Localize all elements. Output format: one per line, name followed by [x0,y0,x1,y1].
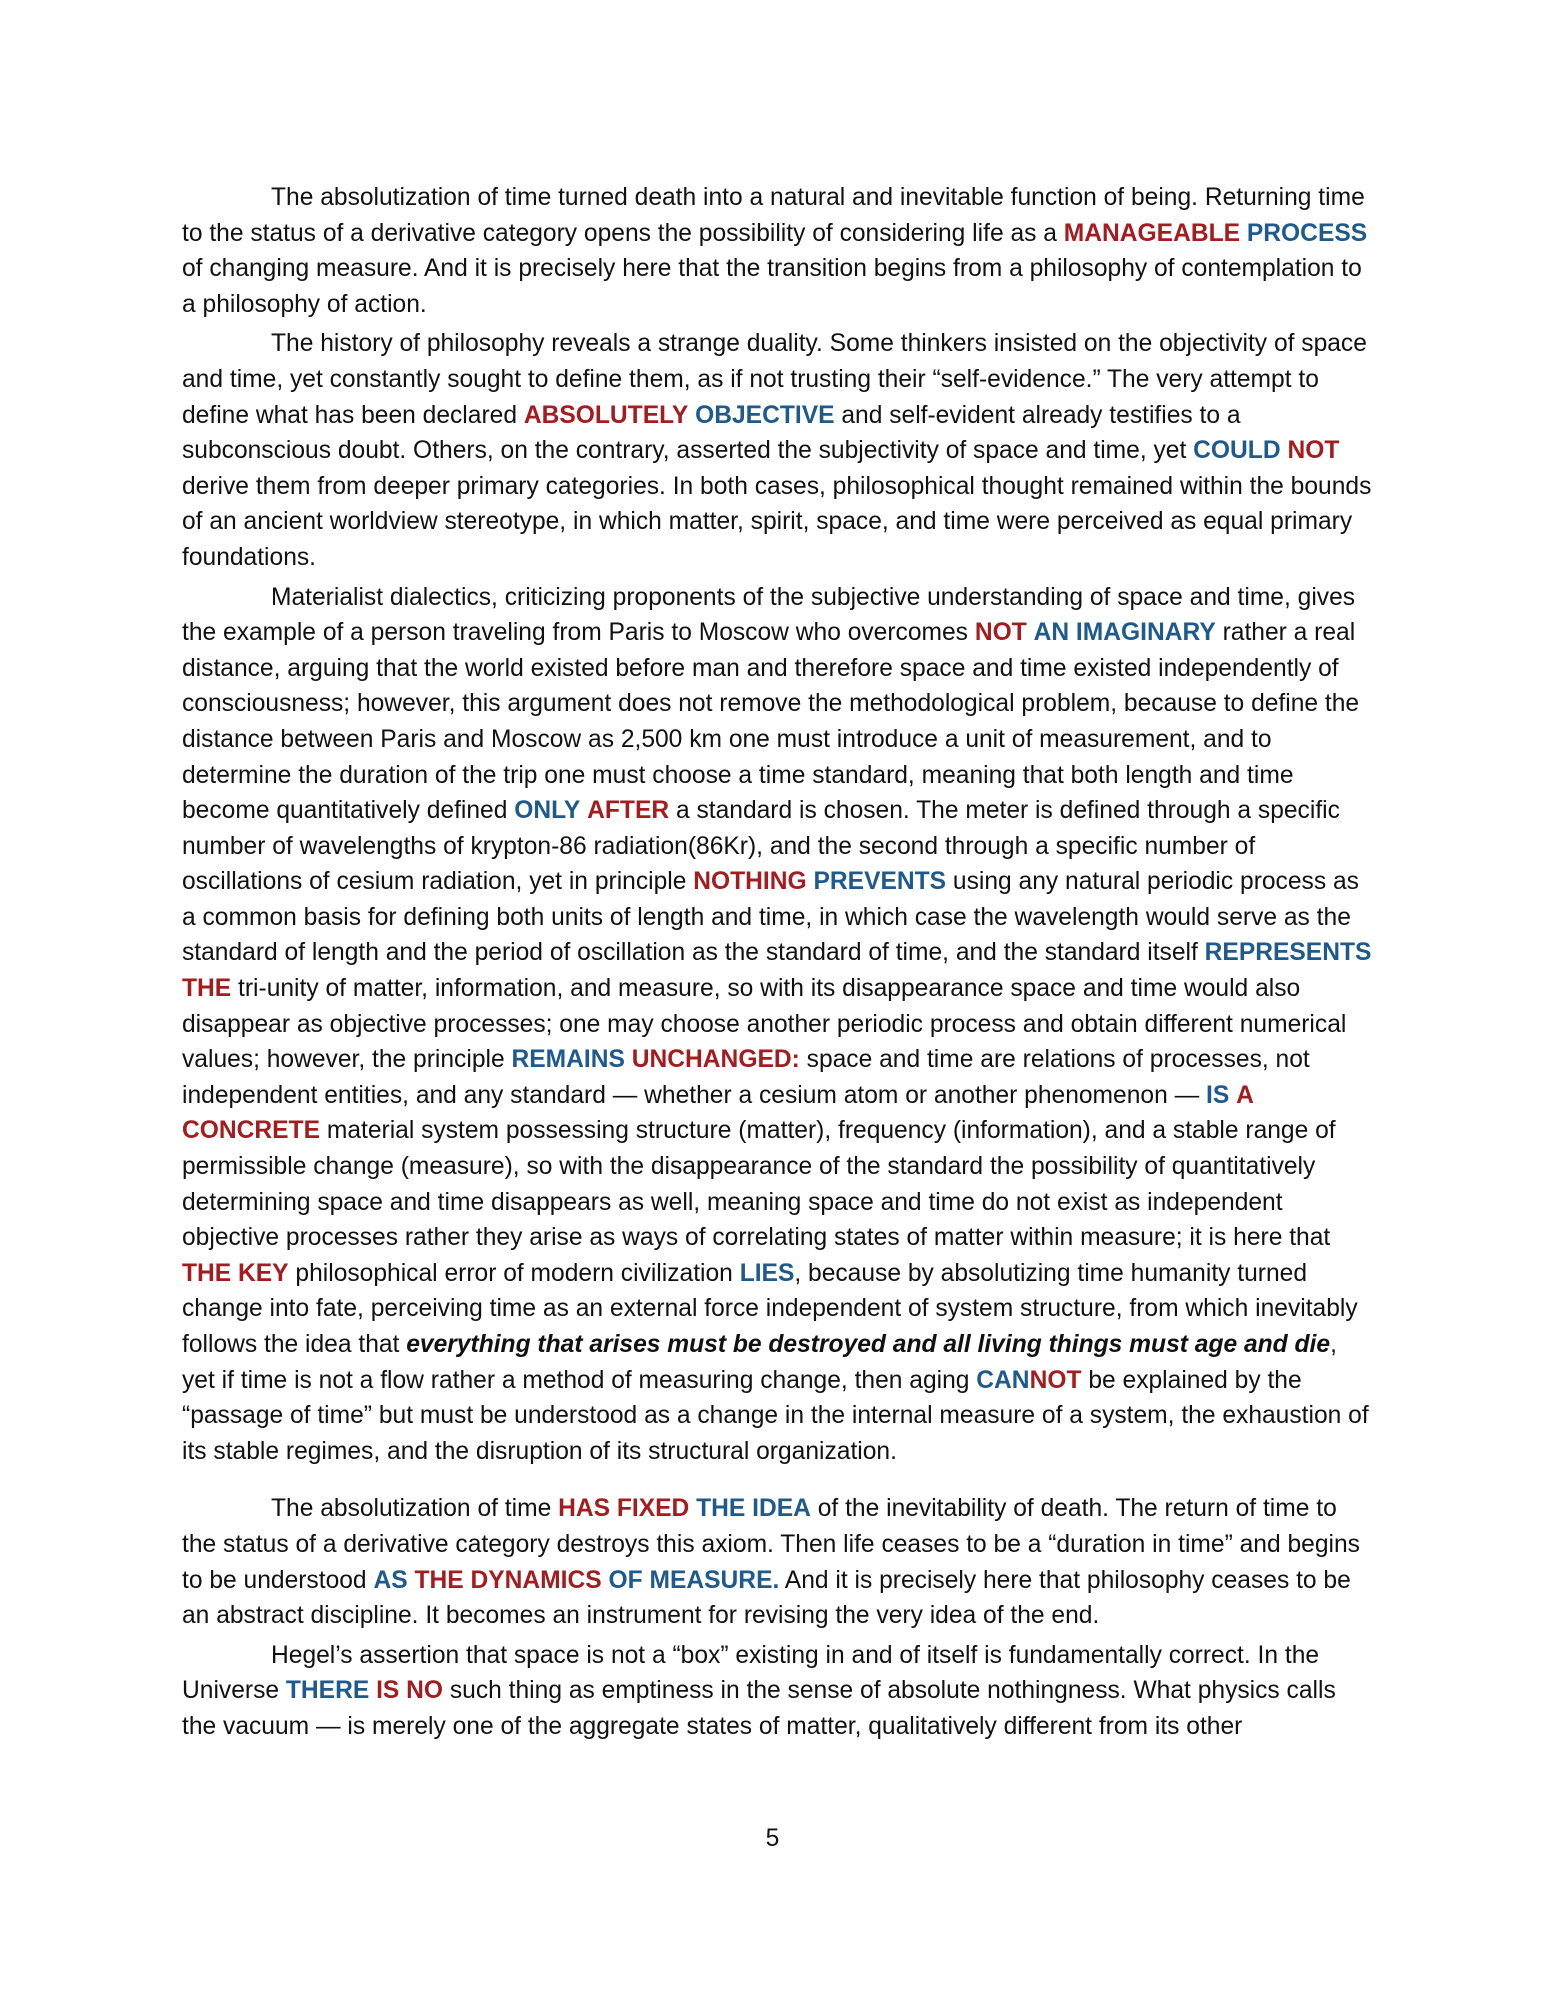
highlight-red-text: THE DYNAMICS [414,1566,602,1594]
body-text-run: using any natural periodic process as a common basis for defining both units of length and time, in which case the wavelength would serve as the standard of length and the period of oscillation as the standard of time, and the standard itself [182,868,1359,967]
highlight-red-text: THE [182,975,232,1003]
paragraph-4 [182,1491,1372,1633]
highlight-red-text: NOT [1287,437,1340,465]
body-text-run [1027,619,1034,646]
highlight-red-text: UNCHANGED: [631,1046,800,1074]
body-text-run [602,1567,609,1594]
highlight-blue-text: ONLY [514,797,581,825]
body-text-run: The absolutization of time turned death into a natural and inevitable function of being. Returning time to the status of a derivative category opens the possibility of considering life as a [182,184,1365,247]
highlight-blue-text: PREVENTS [813,868,947,896]
highlight-blue-text: AS [373,1566,408,1594]
highlight-blue-text: IS [1206,1081,1230,1109]
highlight-blue-text: AN IMAGINARY [1033,619,1216,647]
highlight-red-text: NOT [974,619,1027,647]
highlight-blue-text: THERE [285,1677,370,1705]
highlight-red-text: IS NO [376,1677,444,1705]
body-text-run: tri-unity of matter, information, and measure, so with its disappearance space and time would also disappear as objective processes; one may choose another periodic process and obtain different numerical values; however, the principle [182,975,1347,1074]
highlight-red-text: MANAGEABLE [1063,219,1241,247]
highlight-red-text: HAS FIXED [558,1495,690,1523]
paragraph-1 [182,180,1372,322]
body-text-run: of changing measure. And it is precisely here that the transition begins from a philosophy of contemplation to a philosophy of action. [182,255,1362,318]
body-text-run [1240,220,1247,247]
body-text-run: a standard is chosen. The meter is defined through a specific number of wavelengths of krypton-86 radiation(86Kr), and the second through a specific number of oscillations of cesium radiation, yet in principle [182,797,1340,896]
body-text-run: be explained by the “passage of time” but must be understood as a change in the internal measure of a system, the exhaustion of its stable regimes, and the disruption of its structural organization. [182,1366,1369,1465]
emphasis-text: everything that arises must be destroyed and all living things must age and die [406,1331,1331,1358]
highlight-blue-text: CAN [976,1366,1030,1394]
body-text-run: Materialist dialectics, criticizing proponents of the subjective understanding of space and time, gives the example of a person traveling from Paris to Moscow who overcomes [182,583,1356,647]
highlight-red-text: AFTER [587,797,670,825]
body-text-run: philosophical error of modern civilization [288,1259,740,1287]
body-text-run [807,868,814,895]
body-text-run: material system possessing structure (matter), frequency (information), and a stable range of permissible change (measure), so with the disappearance of the standard the possibility of quantitatively determining space and time disappears as well, meaning space and time do not exist as independent objective processes rather they arise as ways of correlating states of matter within measure; it is here that [182,1117,1336,1252]
body-text-run: Hegel’s assertion that space is not a “box” existing in and of itself is fundamentally correct. In the Universe [182,1641,1320,1705]
highlight-red-text: A CONCRETE [182,1081,1253,1145]
body-text [182,180,1372,1749]
body-text-run: , because by absolutizing time humanity turned change into fate, perceiving time as an external force independent of system structure, from which inevitably follows the idea that [182,1259,1358,1358]
highlight-red-text: NOT [1029,1366,1082,1394]
highlight-blue-text: REMAINS [511,1046,625,1074]
body-text-run: The absolutization of time [271,1495,559,1523]
page-number: 5 [765,1825,780,1852]
body-text-run [625,1046,632,1073]
paragraph-3 [182,580,1372,1470]
body-text-run: space and time are relations of processes, not independent entities, and any standard — whether a cesium atom or another phenomenon — [182,1046,1310,1109]
highlight-blue-text: PROCESS [1246,219,1368,247]
paragraph-5 [182,1638,1372,1745]
body-text-run: of the inevitability of death. The return of time to the status of a derivative category destroys this axiom. Then life ceases to be a “duration in time” and begins to be understood [182,1495,1360,1594]
body-text-run: , yet if time is not a flow rather a method of measuring change, then aging [182,1331,1337,1394]
highlight-red-text: THE KEY [182,1259,289,1287]
highlight-blue-text: REPRESENTS [1204,939,1372,967]
body-text-run: derive them from deeper primary categories. In both cases, philosophical thought remained within the bounds of an ancient worldview stereotype, in which matter, spirit, space, and time were perceived as equal primary foundations. [182,472,1372,571]
body-text-run: rather a real distance, arguing that the world existed before man and therefore space and time existed independently of consciousness; however, this argument does not remove the methodological problem, because to define the distance between Paris and Moscow as 2,500 km one must introduce a unit of measurement, and to determine the duration of the trip one must choose a time standard, meaning that both length and time become quantitatively defined [182,619,1360,825]
highlight-blue-text: LIES [739,1259,795,1287]
highlight-blue-text: OF MEASURE. [608,1566,780,1594]
highlight-blue-text: OBJECTIVE [695,401,835,429]
highlight-blue-text: THE IDEA [696,1495,811,1523]
highlight-blue-text: COULD [1193,437,1281,465]
paragraph-2 [182,326,1372,575]
body-text-run: such thing as emptiness in the sense of absolute nothingness. What physics calls the vacuum — is merely one of the aggregate states of matter, qualitatively different from its other [182,1677,1336,1740]
body-text-run: And it is precisely here that philosophy ceases to be an abstract discipline. It becomes an instrument for revising the very idea of the end. [182,1566,1351,1630]
highlight-red-text: NOTHING [693,868,807,896]
highlight-red-text: ABSOLUTELY [523,401,689,429]
body-text-run: and self-evident already testifies to a subconscious doubt. Others, on the contrary, asserted the subjectivity of space and time, yet [182,401,1241,465]
body-text-run: The history of philosophy reveals a strange duality. Some thinkers insisted on the objectivity of space and time, yet constantly sought to define them, as if not trusting their “self-evidence.” The very attempt to define what has been declared [182,330,1367,429]
